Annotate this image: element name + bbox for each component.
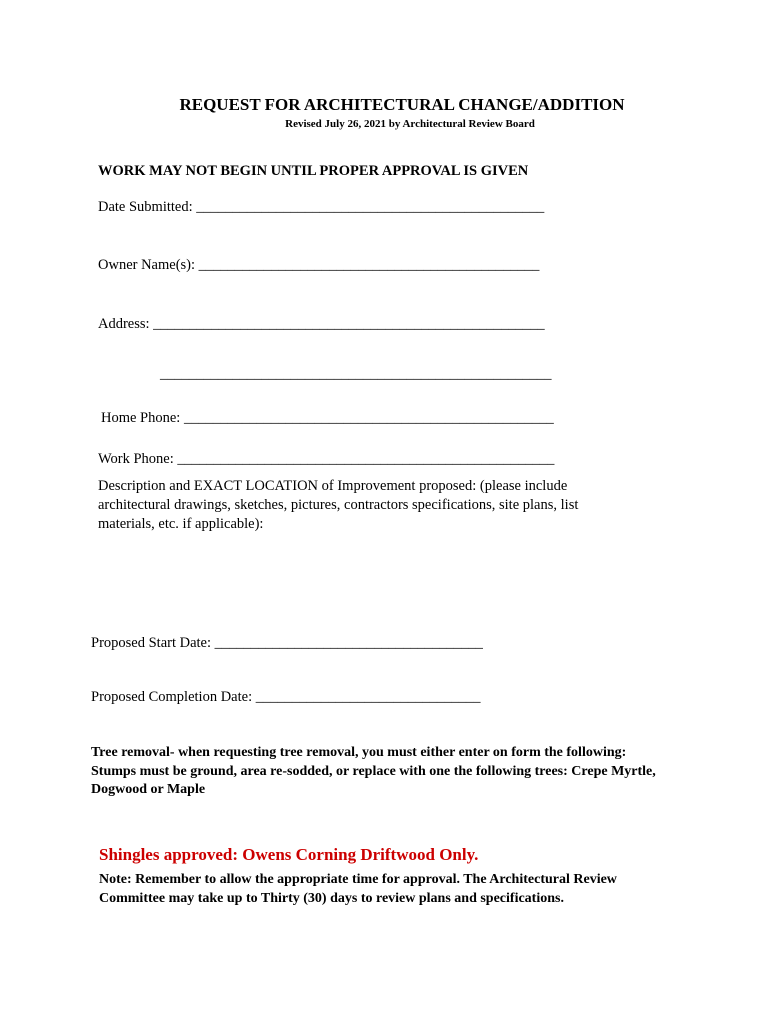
approval-warning: WORK MAY NOT BEGIN UNTIL PROPER APPROVAL IS GIVEN xyxy=(98,163,529,179)
form-title: REQUEST FOR ARCHITECTURAL CHANGE/ADDITION xyxy=(179,95,625,114)
revised-note: Revised July 26, 2021 by Architectural Review Board xyxy=(285,118,535,130)
proposed-start-date-field[interactable]: Proposed Start Date: _____________________________________ xyxy=(91,635,483,651)
work-phone-field[interactable]: Work Phone: ____________________________________________________ xyxy=(98,451,555,467)
approval-time-note: Note: Remember to allow the appropriate time for approval. The Architectural Review Committee may take up to Thirty (30) days to review plans and specifications. xyxy=(99,872,617,906)
shingles-approved-notice: Shingles approved: Owens Corning Driftwood Only. xyxy=(99,845,479,864)
address-line2-field[interactable]: ______________________________________________________ xyxy=(160,366,552,382)
proposed-completion-date-field[interactable]: Proposed Completion Date: _______________________________ xyxy=(91,689,481,705)
owner-names-field[interactable]: Owner Name(s): _______________________________________________ xyxy=(98,257,540,273)
tree-removal-notice xyxy=(91,744,691,800)
description-instructions: Description and EXACT LOCATION of Improvement proposed: (please include architectural drawings, sketches, pictures, contractors specifications, site plans, list materials, etc. if applicable): xyxy=(98,478,579,532)
date-submitted-field[interactable]: Date Submitted: ________________________________________________ xyxy=(98,199,545,215)
home-phone-field[interactable]: Home Phone: ___________________________________________________ xyxy=(101,410,554,426)
address-field[interactable]: Address: ______________________________________________________ xyxy=(98,316,545,332)
tree-removal-requirement: Tree removal- when requesting tree removal, you must either enter on form the following: xyxy=(91,745,627,760)
stump-replacement-requirement: Stumps must be ground, area re-sodded, or replace with one the following trees: Crepe Myrtle, Dogwood or Maple xyxy=(91,763,656,797)
